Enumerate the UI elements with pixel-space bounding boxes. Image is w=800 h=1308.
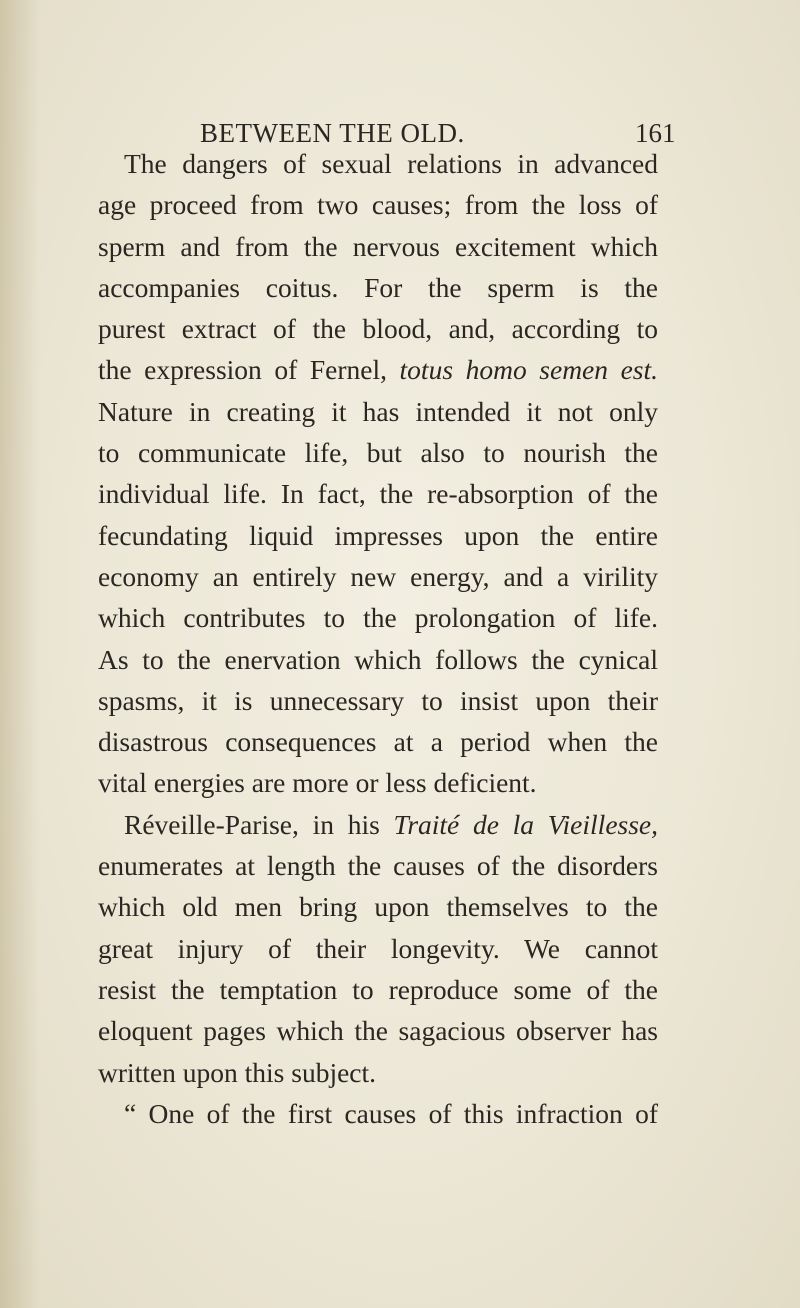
- text-line: The dangers of sexual relations in advanced: [124, 148, 658, 179]
- text-line: “ One of the first causes of this infraction of: [124, 1097, 658, 1129]
- text-line: spasms, it is unnecessary to insist upon their: [98, 684, 658, 716]
- text-line: written upon this subject.: [98, 1056, 377, 1088]
- body-text: [98, 143, 658, 1134]
- text-line: age proceed from two causes; from the loss of: [98, 189, 658, 221]
- italic-title: Traité de la Vieillesse,: [393, 808, 659, 840]
- text-line: to communicate life, but also to nourish the: [98, 437, 658, 469]
- text-line: sperm and from the nervous excitement which: [98, 230, 658, 262]
- text-line: vital energies are more or less deficient.: [98, 767, 537, 799]
- text-line: resist the temptation to reproduce some of the: [98, 973, 658, 1005]
- text-line: fecundating liquid impresses upon the entire: [98, 519, 658, 551]
- text-line: great injury of their longevity. We cannot: [98, 932, 658, 964]
- text-line: purest extract of the blood, and, according to: [98, 313, 658, 345]
- text-line: enumerates at length the causes of the disorders: [98, 850, 658, 882]
- text-line: Réveille-Parise, in his Traité de la Vieillesse,: [124, 808, 659, 840]
- spine-shadow: [0, 0, 40, 1308]
- text-line: which contributes to the prolongation of life.: [98, 602, 658, 634]
- text-line: As to the enervation which follows the cynical: [98, 643, 658, 675]
- text-line: eloquent pages which the sagacious observer has: [98, 1015, 658, 1047]
- page-number: 161: [635, 118, 676, 148]
- text-line: individual life. In fact, the re-absorption of the: [98, 478, 658, 510]
- running-head: BETWEEN THE OLD.: [200, 118, 465, 148]
- text-line: which old men bring upon themselves to the: [98, 891, 658, 923]
- text-line: Nature in creating it has intended it not only: [98, 395, 658, 427]
- text-line: the expression of Fernel, totus homo semen est.: [98, 354, 658, 386]
- text-line: economy an entirely new energy, and a virility: [98, 560, 658, 592]
- text-line: disastrous consequences at a period when the: [98, 726, 658, 758]
- text-line: accompanies coitus. For the sperm is the: [98, 271, 658, 303]
- italic-quote: totus homo semen est.: [399, 354, 658, 386]
